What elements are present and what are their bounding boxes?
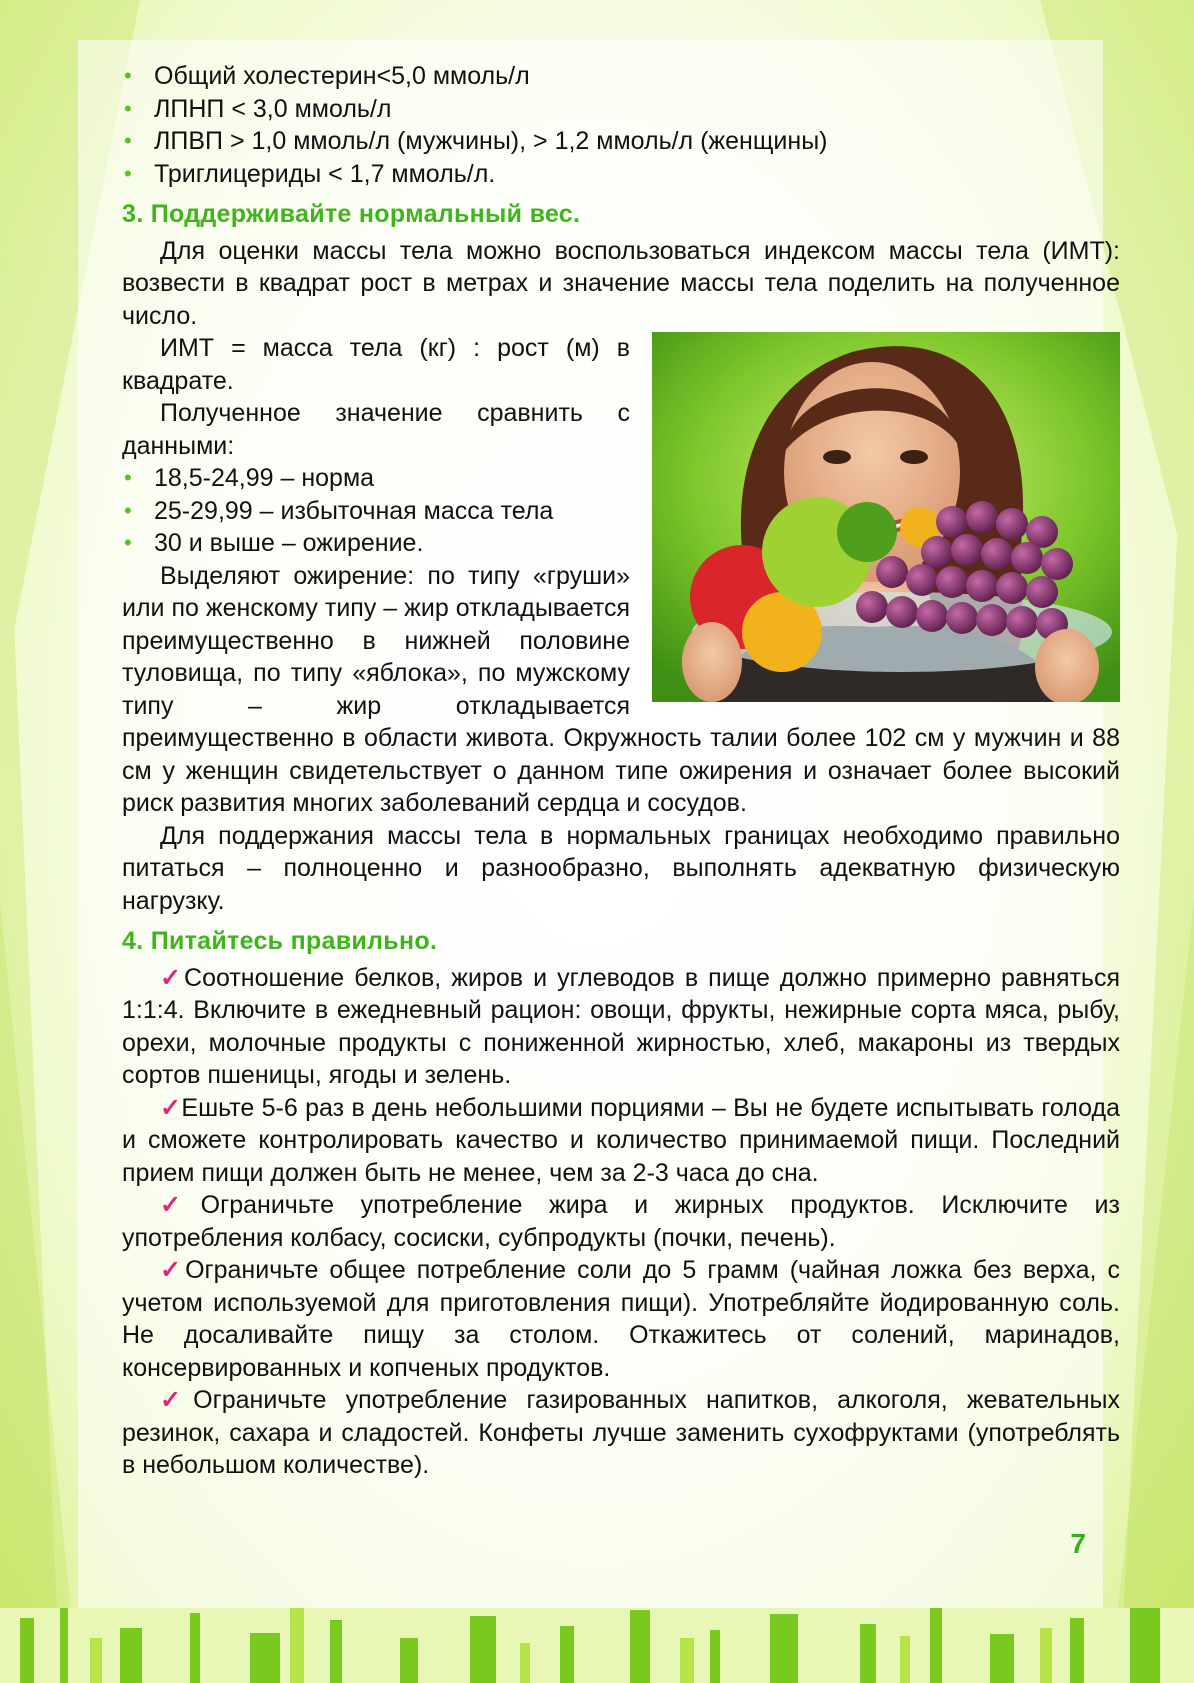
paragraph: Для поддержания массы тела в нормальных границах необходимо правильно питаться – полноценно и разнообразно, выполнять адекватную физическую нагрузку. [122, 821, 1120, 915]
check-item: ✓Ограничьте общее потребление соли до 5 грамм (чайная ложка без верха, с учетом используемой для приготовления пищи). Употребляйте йодированную соль. Не досаливайте пищу за столом. Откажитесь от солений, маринадов, консервированных и копченых продуктов. [122, 1256, 1120, 1382]
paragraph: Выделяют ожирение: по типу «груши» или по женскому типу – жир откладывается преимущественно в нижней половине туловища, по типу «яблока», по мужскому типу – жир откладывается преимущественно в области живота. Окружность талии более 102 см у мужчин и 88 см у женщин свидетельствует о данном типе ожирения и означает более высокий риск развития многих заболеваний сердца и сосудов. [122, 561, 1120, 817]
bullet-icon: • [124, 497, 132, 523]
page-number: 7 [1070, 1528, 1086, 1559]
section-3-body [122, 235, 1120, 918]
check-icon: ✓ [160, 963, 185, 992]
list-item: • 30 и выше – ожирение. [122, 527, 1120, 560]
bullet-icon: • [124, 63, 132, 88]
check-icon: ✓ [160, 1093, 182, 1122]
paragraph: ИМТ = масса тела (кг) : рост (м) в квадрате. [122, 334, 630, 395]
bullet-icon: • [124, 95, 132, 121]
list-item: • ЛПВП > 1,0 ммоль/л (мужчины), > 1,2 ммоль/л (женщины) [122, 125, 1120, 158]
check-icon: ✓ [160, 1386, 194, 1414]
list-item: • Триглицериды < 1,7 ммоль/л. [122, 158, 1120, 191]
bullet-icon: • [124, 530, 132, 555]
bullet-icon: • [124, 465, 132, 490]
check-icon: ✓ [160, 1191, 201, 1219]
paragraph: Полученное значение сравнить с данными: [122, 399, 630, 460]
check-item: ✓Соотношение белков, жиров и углеводов в пище должно примерно равняться 1:1:4. Включите в ежедневный рацион: овощи, фрукты, нежирные сорта мяса, рыбу, орехи, молочные продукты с пониженной жирностью, хлеб, макароны из твердых сортов пшеницы, ягоды и зелень. [122, 963, 1120, 1089]
check-item: ✓Ешьте 5-6 раз в день небольшими порциями – Вы не будете испытывать голода и сможете контролировать качество и количество принимаемой пищи. Последний прием пищи должен быть не менее, чем за 2-3 часа до сна. [122, 1093, 1121, 1187]
list-item: • 18,5-24,99 – норма [122, 462, 1120, 495]
check-item: ✓Ограничьте употребление жира и жирных продуктов. Исключите из употребления колбасу, сосиски, субпродукты (почки, печень). [122, 1191, 1120, 1252]
content [122, 60, 1120, 1482]
lipid-list [122, 60, 1120, 190]
section-3-heading: 3. Поддерживайте нормальный вес. [122, 200, 581, 228]
check-item: ✓Ограничьте употребление газированных напитков, алкоголя, жевательных резинок, сахара и сладостей. Конфеты лучше заменить сухофруктами (употреблять в небольшом количестве). [122, 1386, 1120, 1479]
list-item: • Общий холестерин<5,0 ммоль/л [122, 60, 1120, 93]
decorative-strips [0, 1608, 1194, 1683]
paragraph: Для оценки массы тела можно воспользоваться индексом массы тела (ИМТ): возвести в квадрат рост в метрах и значение массы тела поделить на полученное число. [122, 236, 1120, 330]
list-item: • ЛПНП < 3,0 ммоль/л [122, 93, 1120, 126]
bmi-list [122, 462, 1120, 560]
bullet-icon: • [124, 160, 132, 186]
list-item: • 25-29,99 – избыточная масса тела [122, 495, 1120, 528]
bullet-icon: • [124, 128, 132, 153]
check-icon: ✓ [160, 1256, 186, 1284]
section-4-heading: 4. Питайтесь правильно. [122, 927, 438, 955]
